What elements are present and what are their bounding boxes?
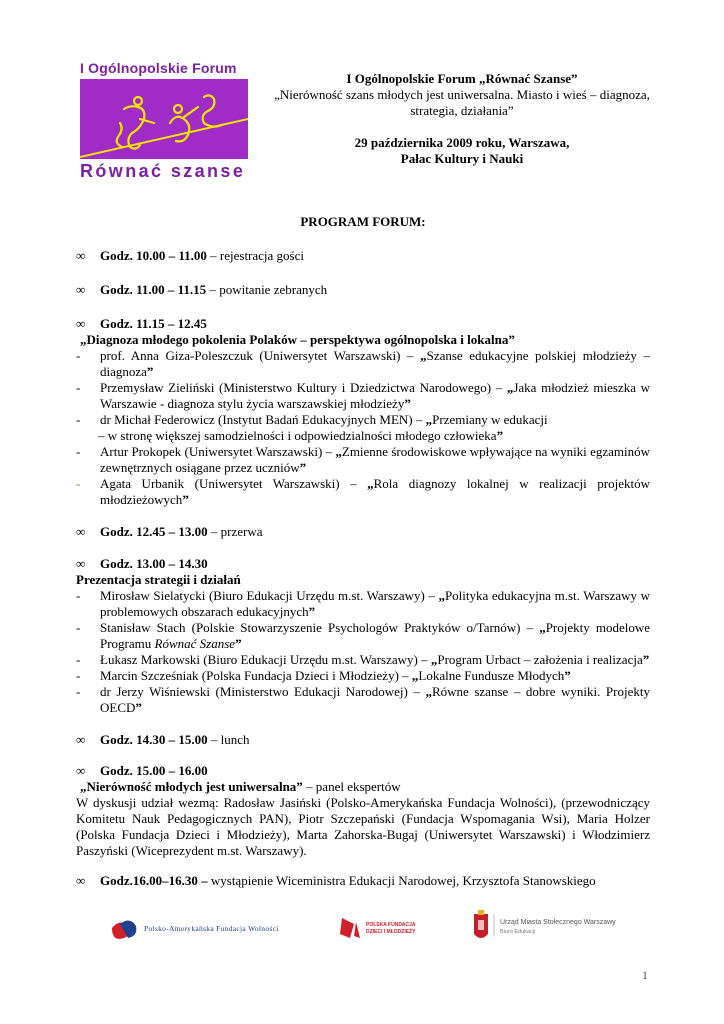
speaker-row: - Marcin Szcześniak (Polska Fundacja Dzieci i Młodzieży) – „Lokalne Fundusze Młodych”	[76, 668, 571, 683]
agenda-item	[76, 248, 650, 264]
speaker-name: dr Jerzy Wiśniewski (Ministerstwo Edukacji Narodowej) –	[100, 684, 426, 699]
session-heading: Prezentacja strategii i działań	[76, 572, 241, 587]
svg-text:POLSKA FUNDACJA: POLSKA FUNDACJA	[366, 922, 416, 928]
program	[76, 214, 650, 889]
time-label: Godz. 12.45 – 13.00	[100, 524, 208, 539]
runners-icon	[80, 79, 248, 159]
speaker-row: - Łukasz Markowski (Biuro Edukacji Urzędu m.st. Warszawy) – „Program Urbact – założenia i realizacja”	[76, 652, 650, 667]
agenda-text: – lunch	[207, 732, 250, 747]
sponsor-logos	[80, 892, 650, 964]
agenda-item	[76, 732, 650, 748]
logo-graphic	[80, 79, 248, 159]
speaker-row: - dr Jerzy Wiśniewski (Ministerstwo Edukacji Narodowej) – „Równe szanse – dobre wyniki. Projekty OECD”	[76, 684, 650, 715]
event-date: 29 października 2009 roku, Warszawa,	[354, 135, 570, 150]
talk-title: Jaka młodzież mieszka w Warszawie - diagnoza stylu życia warszawskiej młodzieży	[100, 380, 650, 411]
agenda-item	[76, 873, 650, 889]
pafw-logo	[112, 919, 279, 939]
speaker-name: prof. Anna Giza-Poleszczuk (Uniwersytet Warszawski) –	[100, 348, 421, 363]
event-venue: Pałac Kultury i Nauki	[400, 151, 524, 166]
svg-text:Biuro Edukacji: Biuro Edukacji	[500, 929, 536, 935]
infinity-bullet-icon: ∞	[76, 316, 86, 331]
event-header	[262, 71, 662, 167]
talk-title: Polityka edukacyjna m.st. Warszawy w problemowych obszarach edukacyjnych	[100, 588, 650, 619]
agenda-item	[76, 763, 650, 779]
speaker-row: - Stanisław Stach (Polskie Stowarzyszenie Psychologów Praktyków o/Tarnów) – „Projekty modelowe Programu Równać Szanse”	[76, 620, 650, 651]
infinity-bullet-icon: ∞	[76, 556, 86, 571]
talk-title: Przemiany w edukacji	[432, 412, 548, 427]
talk-title: Szanse edukacyjne polskiej młodzieży – diagnoza	[100, 348, 650, 379]
speaker-row: - prof. Anna Giza-Poleszczuk (Uniwersytet Warszawski) – „Szanse edukacyjne polskiej młodzieży – diagnoza”	[76, 348, 650, 379]
time-label: Godz. 15.00 – 16.00	[100, 763, 208, 778]
agenda-item	[76, 316, 650, 332]
svg-text:Polsko-Amerykańska Fundacja Wo: Polsko-Amerykańska Fundacja Wolności	[144, 924, 279, 933]
pfdim-logo	[340, 918, 416, 938]
talk-title: Projekty modelowe Programu	[100, 620, 650, 651]
talk-title: Zmienne środowiskowe wpływające na wyniki egzaminów zewnętrznych osiągane przez uczniów	[100, 444, 650, 475]
infinity-bullet-icon: ∞	[76, 248, 86, 263]
speaker-row: - Artur Prokopek (Uniwersytet Warszawski) – „Zmienne środowiskowe wpływające na wyniki egzaminów zewnętrznych osiągane przez uczniów”	[76, 444, 650, 475]
agenda-item	[76, 282, 650, 298]
agenda-text: – przerwa	[207, 524, 263, 539]
session-heading: „Diagnoza młodego pokolenia Polaków – perspektywa ogólnopolska i lokalna”	[80, 332, 515, 347]
speaker-row: - dr Michał Federowicz (Instytut Badań Edukacyjnych MEN) – „Przemiany w edukacji	[76, 412, 548, 427]
svg-text:DZIECI I MŁODZIEŻY: DZIECI I MŁODZIEŻY	[366, 929, 416, 935]
session-heading: „Nierówność młodych jest uniwersalna” – panel ekspertów	[80, 779, 401, 794]
time-label: Godz. 11.00 – 11.15	[100, 282, 207, 297]
speaker-name: Marcin Szcześniak (Polska Fundacja Dzieci i Młodzieży) –	[100, 668, 412, 683]
speaker-name: dr Michał Federowicz (Instytut Badań Edukacyjnych MEN) –	[100, 412, 426, 427]
talk-title: Równe szanse – dobre wyniki. Projekty OECD	[100, 684, 650, 715]
talk-title: Lokalne Fundusze Młodych	[418, 668, 565, 683]
logo-bottom-text: Równać szanse	[80, 161, 246, 181]
agenda-text: – rejestracja gości	[206, 248, 304, 263]
speaker-name: Stanisław Stach (Polskie Stowarzyszenie Psychologów Praktyków o/Tarnów) –	[100, 620, 540, 635]
talk-title-continued: – w stronę większej samodzielności i odpowiedzialności młodego człowieka”	[98, 428, 504, 443]
warsaw-city-logo	[474, 910, 616, 938]
svg-text:Urząd Miasta Stołecznego Warsz: Urząd Miasta Stołecznego Warszawy	[500, 919, 616, 926]
agenda-text: wystąpienie Wiceministra Edukacji Narodowej, Krzysztofa Stanowskiego	[207, 873, 596, 888]
time-label: Godz. 11.15 – 12.45	[100, 316, 207, 331]
panel-description: W dyskusji udział wezmą: Radosław Jasiński (Polsko-Amerykańska Fundacja Wolności), (przewodniczący Komitetu Nauk Pedagogicznych PAN), Piotr Szczepański (Fundacja Wspomagania Wsi), Maria Holzer (Polska Fundacja Dzieci i Młodzieży), Marta Zahorska-Bugaj (Uniwersytet Warszawski) i Włodzimierz Paszyński (Wiceprezydent m.st. Warszawy).	[76, 795, 650, 858]
speaker-row: - Mirosław Sielatycki (Biuro Edukacji Urzędu m.st. Warszawy) – „Polityka edukacyjna m.st. Warszawy w problemowych obszarach edukacyjnych”	[76, 588, 650, 619]
time-label: Godz.16.00–16.30 –	[100, 873, 208, 888]
event-title: I Ogólnopolskie Forum „Równać Szanse”	[346, 71, 578, 86]
infinity-bullet-icon: ∞	[76, 763, 86, 778]
talk-title: Rola diagnozy lokalnej w realizacji projektów młodzieżowych	[100, 476, 650, 507]
speaker-row: - Agata Urbanik (Uniwersytet Warszawski) – „Rola diagnozy lokalnej w realizacji projektów młodzieżowych”	[76, 476, 650, 507]
talk-title: Program Urbact – założenia i realizacja	[437, 652, 643, 667]
agenda-text: – powitanie zebranych	[206, 282, 328, 297]
infinity-bullet-icon: ∞	[76, 524, 86, 539]
speaker-name: Agata Urbanik (Uniwersytet Warszawski) –	[100, 476, 368, 491]
time-label: Godz. 13.00 – 14.30	[100, 556, 208, 571]
agenda-item	[76, 524, 650, 540]
speaker-name: Przemysław Zieliński (Ministerstwo Kultury i Dziedzictwa Narodowego) –	[100, 380, 507, 395]
program-title: PROGRAM FORUM:	[300, 214, 426, 229]
speaker-name: Artur Prokopek (Uniwersytet Warszawski) –	[100, 444, 336, 459]
infinity-bullet-icon: ∞	[76, 282, 86, 297]
speaker-name: Łukasz Markowski (Biuro Edukacji Urzędu m.st. Warszawy) –	[100, 652, 431, 667]
speaker-name: Mirosław Sielatycki (Biuro Edukacji Urzędu m.st. Warszawy) –	[100, 588, 439, 603]
agenda-item	[76, 556, 650, 572]
infinity-bullet-icon: ∞	[76, 732, 86, 747]
logo-title: I Ogólnopolskie Forum	[80, 60, 237, 76]
forum-logo	[80, 60, 252, 179]
speaker-row: - Przemysław Zieliński (Ministerstwo Kultury i Dziedzictwa Narodowego) – „Jaka młodzież mieszka w Warszawie - diagnoza stylu życia warszawskiej młodzieży”	[76, 380, 650, 411]
infinity-bullet-icon: ∞	[76, 873, 86, 888]
page-number: 1	[642, 968, 648, 982]
time-label: Godz. 14.30 – 15.00	[100, 732, 208, 747]
event-subtitle-1: „Nierówność szans młodych jest uniwersalna. Miasto i wieś – diagnoza,	[274, 87, 650, 102]
time-label: Godz. 10.00 – 11.00	[100, 248, 207, 263]
event-subtitle-2: strategia, działania”	[410, 103, 514, 118]
